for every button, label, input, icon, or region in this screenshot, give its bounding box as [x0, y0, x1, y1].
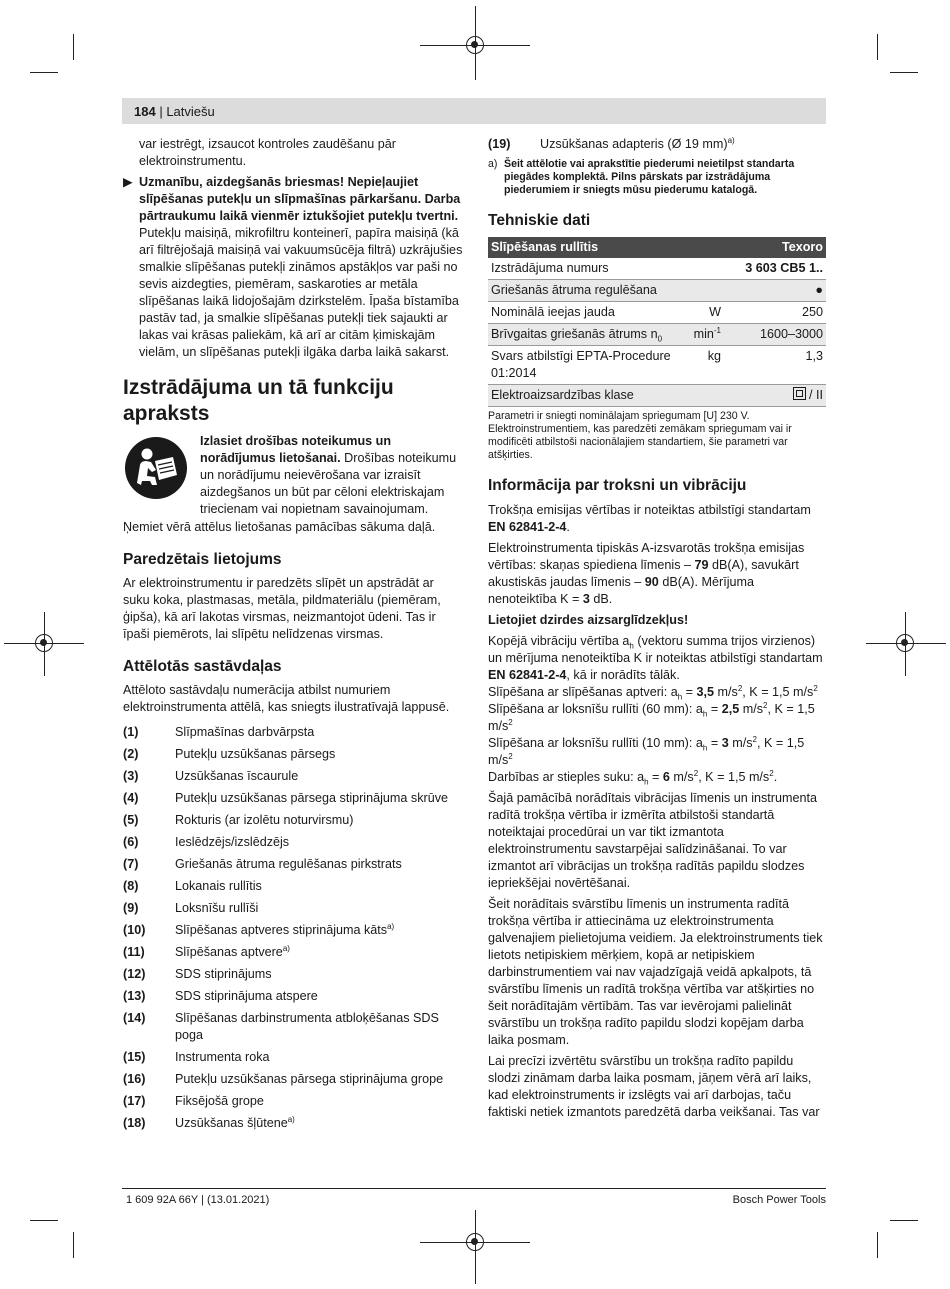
table-row: Nominālā ieejas jauda W 250 — [488, 302, 826, 324]
noise-standard-text: Trokšņa emisijas vērtības ir noteiktas atbilstīgi standartam EN 62841-2-4. — [488, 503, 811, 534]
parts-item: (9) Loksnīšu rullīši — [123, 901, 259, 915]
crop-mark — [73, 34, 74, 60]
parts-intro: Attēloto sastāvdaļu numerācija atbilst numuriem elektroinstrumenta attēlā, kas sniegts ilustratīvajā lappusē. — [123, 683, 450, 714]
parts-item: (11) Slīpēšanas aptvere$^{a)}$ — [123, 943, 290, 959]
section-title: Izstrādājuma un tā funkciju apraksts — [123, 376, 394, 425]
left-column — [123, 136, 463, 1137]
parts-item: (7) Griešanās ātruma regulēšanas pirkstrats — [123, 857, 402, 871]
parts-item: (19) Uzsūkšanas adapteris (Ø 19 mm)$^{a)}$ — [488, 135, 735, 151]
vibration-text: Šeit norādītais svārstību līmenis un instrumenta radītā trokšņa vērtība ir attiecināma uz elektroinstrumenta galvenajiem pielietojuma veidiem. Ja elektroinstruments tiek lietots netipiskiem mērķiem, kopā ar netipiskiem darbinstrumentiem vai nav vajadzīgajā veidā apkalpots, tā svārstību līmenis un radītā trokšņa vērtība var atšķirties no šeit norādītajām vērtībām. Tas var ievērojami palielināt svārstību un trokšņa radīto papildu slodzi kopējam darba laika posmam. — [488, 897, 823, 1047]
table-row: Griešanās ātruma regulēšana ● — [488, 280, 826, 302]
parts-item: (13) SDS stiprinājuma atspere — [123, 989, 318, 1003]
registration-mark-icon — [466, 1233, 484, 1251]
vibration-intro: Kopējā vibrāciju vērtība $a_h$ (vektoru summa trijos virzienos) un mērījuma nenoteiktība K ir noteiktas atbilstīgi standartam EN 62841-2-4, kā ir norādīts tālāk. — [488, 634, 823, 682]
fire-warning-bold: Uzmanību, aizdegšanās briesmas! Nepieļaujiet slīpēšanas putekļu un slīpmašīnas pārkaršanu. Darba pārtraukumu laikā vienmēr iztukšojiet putekļu tvertni. — [139, 175, 461, 223]
tech-data-heading: Tehniskie dati — [488, 212, 591, 229]
parts-item: (16) Putekļu uzsūkšanas pārsega stiprinājuma grope — [123, 1072, 444, 1086]
vibration-line: Slīpēšana ar loksnīšu rullīti (10 mm): $a_h = 3$ $m/s^2$, K = 1,5 $m/s^2$ — [488, 734, 805, 767]
table-row: Svars atbilstīgi EPTA-Procedure 01:2014 kg 1,3 — [488, 346, 826, 385]
page-header: 184 | Latviešu — [134, 104, 215, 119]
crop-mark — [890, 1220, 918, 1221]
fire-warning-text: Putekļu maisiņā, mikrofiltru konteinerī, papīra maisiņā (kā arī filtrējošajā maisiņā vai vakuumsūcēja filtrā) uzkrājušies smalkie slīpēšanas putekļi zināmos apstākļos var paši no sevis aizdegties, piemēram, saskaroties ar metāla slīpēšanas laikā lidojošajām dzirkstelēm. Īpaša bīstamība pastāv tad, ja smalkie slīpēšanas putekļi tiek sajaukti ar lakas vai krāsas paliekām, kā arī ar citām ķimiskajām vielām, un slīpēšanas putekļi ilgāka darba laikā sakarst. — [139, 226, 463, 359]
page-header-bar — [122, 98, 826, 124]
accessories-footnote: a) Šeit attēlotie vai aprakstītie piederumi neietilpst standarta piegādes komplektā. Pilns pārskats par izstrādājuma piederumiem ir sniegts mūsu piederumu katalogā. — [488, 158, 795, 196]
vibration-text: Šajā pamācībā norādītais vibrācijas līmenis un instrumenta radītā trokšņa vērtība ir izmērīta atbilstoši standartā noteiktajai procedūrai un var tikt izmantota elektroinstrumentu savstarpējai salīdzināšanai. To var izmantot arī vibrācijas un trokšņa radītās papildu slodzes iepriekšējai novērtēšanai. — [488, 791, 817, 890]
read-manual-block — [123, 433, 463, 519]
hearing-protection: Lietojiet dzirdes aizsarglīdzekļus! — [488, 613, 689, 627]
fire-warning — [123, 174, 463, 361]
brand-footer: Bosch Power Tools — [732, 1194, 826, 1206]
table-row: Izstrādājuma numurs 3 603 CB5 1.. — [488, 258, 826, 280]
vibration-line: Slīpēšana ar slīpēšanas aptveri: $a_h = 3,5$ $m/s^2$, K = 1,5 $m/s^2$ — [488, 683, 818, 702]
parts-item: (18) Uzsūkšanas šļūtene$^{a)}$ — [123, 1114, 295, 1130]
vibration-line: Darbības ar stieples suku: $a_h = 6$ $m/s^2$, K = 1,5 $m/s^2$. — [488, 768, 778, 787]
protection-class-ii-icon — [793, 387, 806, 400]
parts-list-continued — [488, 136, 826, 153]
crop-mark — [73, 1232, 74, 1258]
parts-item: (10) Slīpēšanas aptveres stiprinājuma kāts$^{a)}$ — [123, 921, 395, 937]
warning-arrow-icon: ▶ — [123, 175, 133, 189]
parts-item: (14) Slīpēšanas darbinstrumenta atbloķēšanas SDS poga — [123, 1011, 439, 1042]
parts-item: (12) SDS stiprinājums — [123, 967, 272, 981]
read-manual-bold: Izlasiet drošības noteikumus un norādījumus lietošanai. — [200, 434, 392, 465]
parts-heading: Attēlotās sastāvdaļas — [123, 658, 282, 675]
crop-mark — [30, 72, 58, 73]
page-language: Latviešu — [166, 104, 215, 119]
noise-values-text: Elektroinstrumenta tipiskās A-izsvarotās trokšņa emisijas vērtības: skaņas spiediena līmenis – 79 dB(A), savukārt akustiskās jaudas līmenis – 90 dB(A). Mērījuma nenoteiktība K = 3 dB. — [488, 541, 805, 606]
parts-item: (5) Rokturis (ar izolētu noturvirsmu) — [123, 813, 354, 827]
figures-note: Ņemiet vērā attēlus lietošanas pamācības sākuma daļā. — [123, 520, 436, 534]
noise-heading: Informācija par troksni un vibrāciju — [488, 477, 747, 494]
registration-mark-icon — [466, 36, 484, 54]
registration-mark-icon — [896, 634, 914, 652]
parts-item: (17) Fiksējošā grope — [123, 1094, 264, 1108]
table-row: Elektroaizsardzības klase / II — [488, 385, 826, 407]
crop-mark — [877, 1232, 878, 1258]
page-number: 184 — [134, 104, 156, 119]
crop-mark — [877, 34, 878, 60]
document-number: 1 609 92A 66Y | (13.01.2021) — [126, 1194, 270, 1206]
parts-item: (6) Ieslēdzējs/izslēdzējs — [123, 835, 290, 849]
page-footer — [122, 1188, 826, 1206]
right-column — [488, 136, 826, 1125]
crop-mark — [30, 1220, 58, 1221]
vibration-line: Slīpēšana ar loksnīšu rullīti (60 mm): $a_h = 2,5$ $m/s^2$, K = 1,5 $m/s^2$ — [488, 700, 815, 733]
crop-mark — [890, 72, 918, 73]
table-note: Parametri ir sniegti nominālajam spriegumam [U] 230 V. Elektroinstrumentiem, kas paredzēti zemākam spriegumam vai ir modificēti atbilstoši nacionālajiem standartiem, šie parametri var atšķirties. — [488, 410, 792, 461]
parts-item: (8) Lokanais rullītis — [123, 879, 262, 893]
table-header-row: Slīpēšanas rullītis Texoro — [488, 237, 826, 258]
parts-item: (3) Uzsūkšanas īscaurule — [123, 769, 299, 783]
read-manual-text: Drošības noteikumu un norādījumu neievērošana var izraisīt aizdegšanos un būt par cēloni elektriskajam triecienam vai nopietnam savainojumam. — [200, 451, 457, 516]
table-row: Brīvgaitas griešanās ātrums $n_0$ $\min^{-1}$ 1600‒3000 — [488, 324, 826, 346]
usage-heading: Paredzētais lietojums — [123, 551, 282, 568]
read-manual-icon — [125, 437, 187, 499]
parts-item: (2) Putekļu uzsūkšanas pārsegs — [123, 747, 336, 761]
parts-item: (15) Instrumenta roka — [123, 1050, 270, 1064]
parts-item: (1) Slīpmašīnas darbvārpsta — [123, 725, 315, 739]
continued-text: var iestrēgt, izsaucot kontroles zaudēšanu pār elektroinstrumentu. — [139, 137, 396, 168]
parts-item: (4) Putekļu uzsūkšanas pārsega stiprinājuma skrūve — [123, 791, 449, 805]
usage-text: Ar elektroinstrumentu ir paredzēts slīpēt un apstrādāt ar suku koka, plastmasas, metāla, pildmateriālu (piemēram, ģipša), kā arī lakotas virsmas, neizmantojot ūdeni. Tas ir īpaši piemērots, lai slīpētu nelīdzenas virsmas. — [123, 576, 441, 641]
registration-mark-icon — [35, 634, 53, 652]
vibration-values — [488, 684, 826, 786]
vibration-text: Lai precīzi izvērtētu svārstību un trokšņa radīto papildu slodzi zināmam darba laika posmam, jāņem vērā arī laiks, kad elektroinstruments ir izslēgts vai arī darbojas, taču faktiski netiek izmantots paredzētā darba veikšanai. Tas var — [488, 1054, 820, 1119]
tech-data-table — [488, 237, 826, 407]
parts-list — [123, 724, 463, 1132]
